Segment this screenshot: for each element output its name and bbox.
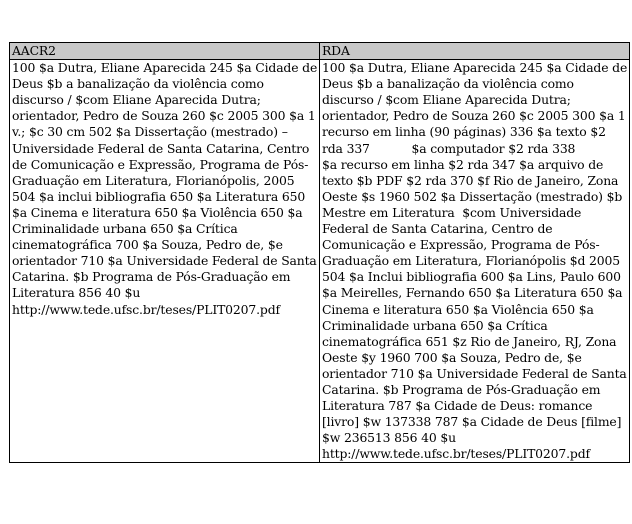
aacr2-record-cell: 100 $a Dutra, Eliane Aparecida 245 $a Cidade de Deus $b a banalização da violência como discurso / $com Eliane Aparecida Dutra; orientador, Pedro de Souza 260 $c 2005 300 $a 1 v.; $c 30 cm 502 $a Dissertação (mestrado) – Universidade Federal de Santa Catarina, Centro de Comunicação e Expressão, Programa de Pós-Graduação em Literatura, Florianópolis, 2005 504 $a inclui bibliografia 650 $a Literatura 650 $a Cinema e literatura 650 $a Violência 650 $a Criminalidade urbana 650 $a Crítica cinematográfica 700 $a Souza, Pedro de, $e orientador 710 $a Universidade Federal de Santa Catarina. $b Programa de Pós-Graduação em Literatura 856 40 $u http://www.tede.ufsc.br/teses/PLIT0207.pdf <box>10 60 320 463</box>
header-rda: RDA <box>320 43 630 60</box>
table-row <box>10 60 630 463</box>
comparison-table <box>9 42 630 463</box>
header-aacr2: AACR2 <box>10 43 320 60</box>
rda-record-cell: 100 $a Dutra, Eliane Aparecida 245 $a Cidade de Deus $b a banalização da violência como discurso / $com Eliane Aparecida Dutra; orientador, Pedro de Souza 260 $c 2005 300 $a 1 recurso em linha (90 páginas) 336 $a texto $2 rda 337 $a computador $2 rda 338 $a recurso em linha $2 rda 347 $a arquivo de texto $b PDF $2 rda 370 $f Rio de Janeiro, Zona Oeste $s 1960 502 $a Dissertação (mestrado) $b Mestre em Literatura $com Universidade Federal de Santa Catarina, Centro de Comunicação e Expressão, Programa de Pós-Graduação em Literatura, Florianópolis $d 2005 504 $a Inclui bibliografia 600 $a Lins, Paulo 600 $a Meirelles, Fernando 650 $a Literatura 650 $a Cinema e literatura 650 $a Violência 650 $a Criminalidade urbana 650 $a Crítica cinematográfica 651 $z Rio de Janeiro, RJ, Zona Oeste $y 1960 700 $a Souza, Pedro de, $e orientador 710 $a Universidade Federal de Santa Catarina. $b Programa de Pós-Graduação em Literatura 787 $a Cidade de Deus: romance [livro] $w 137338 787 $a Cidade de Deus [filme] $w 236513 856 40 $u http://www.tede.ufsc.br/teses/PLIT0207.pdf <box>320 60 630 463</box>
header-row <box>10 43 630 60</box>
